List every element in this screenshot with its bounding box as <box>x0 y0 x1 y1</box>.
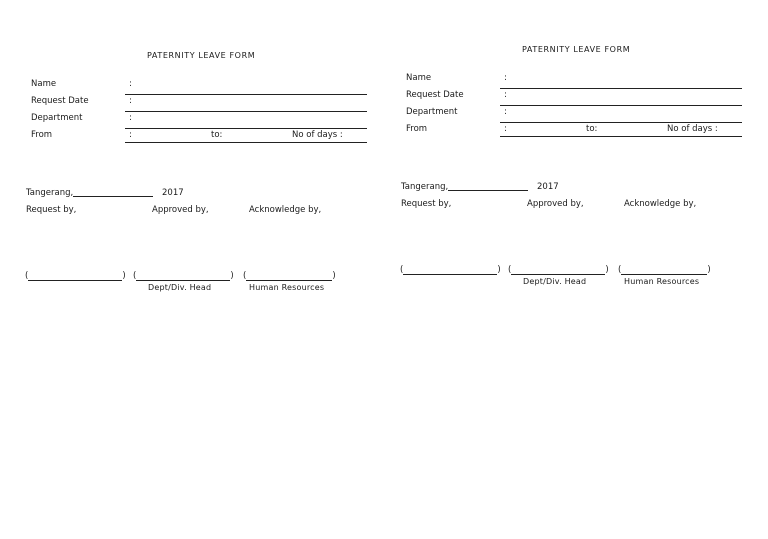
request-date-input-line[interactable] <box>125 111 367 112</box>
city-text: Tangerang, <box>401 182 449 192</box>
place-date-line <box>26 188 73 198</box>
name-colon: : <box>129 79 132 89</box>
name-colon: : <box>504 73 507 83</box>
date-input-line[interactable] <box>73 187 153 197</box>
request-by-label: Request by, <box>401 199 452 209</box>
place-date-line <box>401 182 448 192</box>
hr-caption: Human Resources <box>624 277 700 286</box>
request-date-colon: : <box>129 96 132 106</box>
dept-head-signature-field[interactable]: ( ) <box>508 265 609 275</box>
department-input-line[interactable] <box>500 122 742 123</box>
from-label: From <box>406 124 428 134</box>
requester-signature-field[interactable]: ( ) <box>25 271 126 281</box>
hr-signature-field[interactable]: ( ) <box>618 265 711 275</box>
request-date-colon: : <box>504 90 507 100</box>
from-colon: : <box>504 124 507 134</box>
department-input-line[interactable] <box>125 128 367 129</box>
year-text: 2017 <box>162 188 184 198</box>
request-date-input-line[interactable] <box>500 105 742 106</box>
to-label: to: <box>211 130 223 140</box>
hr-caption: Human Resources <box>249 283 325 292</box>
from-label: From <box>31 130 53 140</box>
department-label: Department <box>31 113 83 123</box>
year-text: 2017 <box>537 182 559 192</box>
name-label: Name <box>406 73 432 83</box>
department-colon: : <box>129 113 132 123</box>
dept-head-signature-field[interactable]: ( ) <box>133 271 234 281</box>
to-label: to: <box>586 124 598 134</box>
request-date-label: Request Date <box>406 90 464 100</box>
request-date-label: Request Date <box>31 96 89 106</box>
acknowledge-by-label: Acknowledge by, <box>624 199 697 209</box>
no-of-days-label: No of days : <box>667 124 718 134</box>
acknowledge-by-label: Acknowledge by, <box>249 205 322 215</box>
dept-head-caption: Dept/Div. Head <box>523 277 587 286</box>
requester-signature-field[interactable]: ( ) <box>400 265 501 275</box>
request-by-label: Request by, <box>26 205 77 215</box>
hr-signature-field[interactable]: ( ) <box>243 271 336 281</box>
approved-by-label: Approved by, <box>152 205 209 215</box>
leave-form-right <box>375 0 759 533</box>
no-of-days-label: No of days : <box>292 130 343 140</box>
name-label: Name <box>31 79 57 89</box>
department-label: Department <box>406 107 458 117</box>
form-title: PATERNITY LEAVE FORM <box>522 45 631 54</box>
form-title: PATERNITY LEAVE FORM <box>147 51 256 60</box>
city-text: Tangerang, <box>26 188 74 198</box>
approved-by-label: Approved by, <box>527 199 584 209</box>
name-input-line[interactable] <box>500 88 742 89</box>
department-colon: : <box>504 107 507 117</box>
from-input-line[interactable] <box>125 142 367 143</box>
dept-head-caption: Dept/Div. Head <box>148 283 212 292</box>
from-colon: : <box>129 130 132 140</box>
date-input-line[interactable] <box>448 181 528 191</box>
from-input-line[interactable] <box>500 136 742 137</box>
name-input-line[interactable] <box>125 94 367 95</box>
